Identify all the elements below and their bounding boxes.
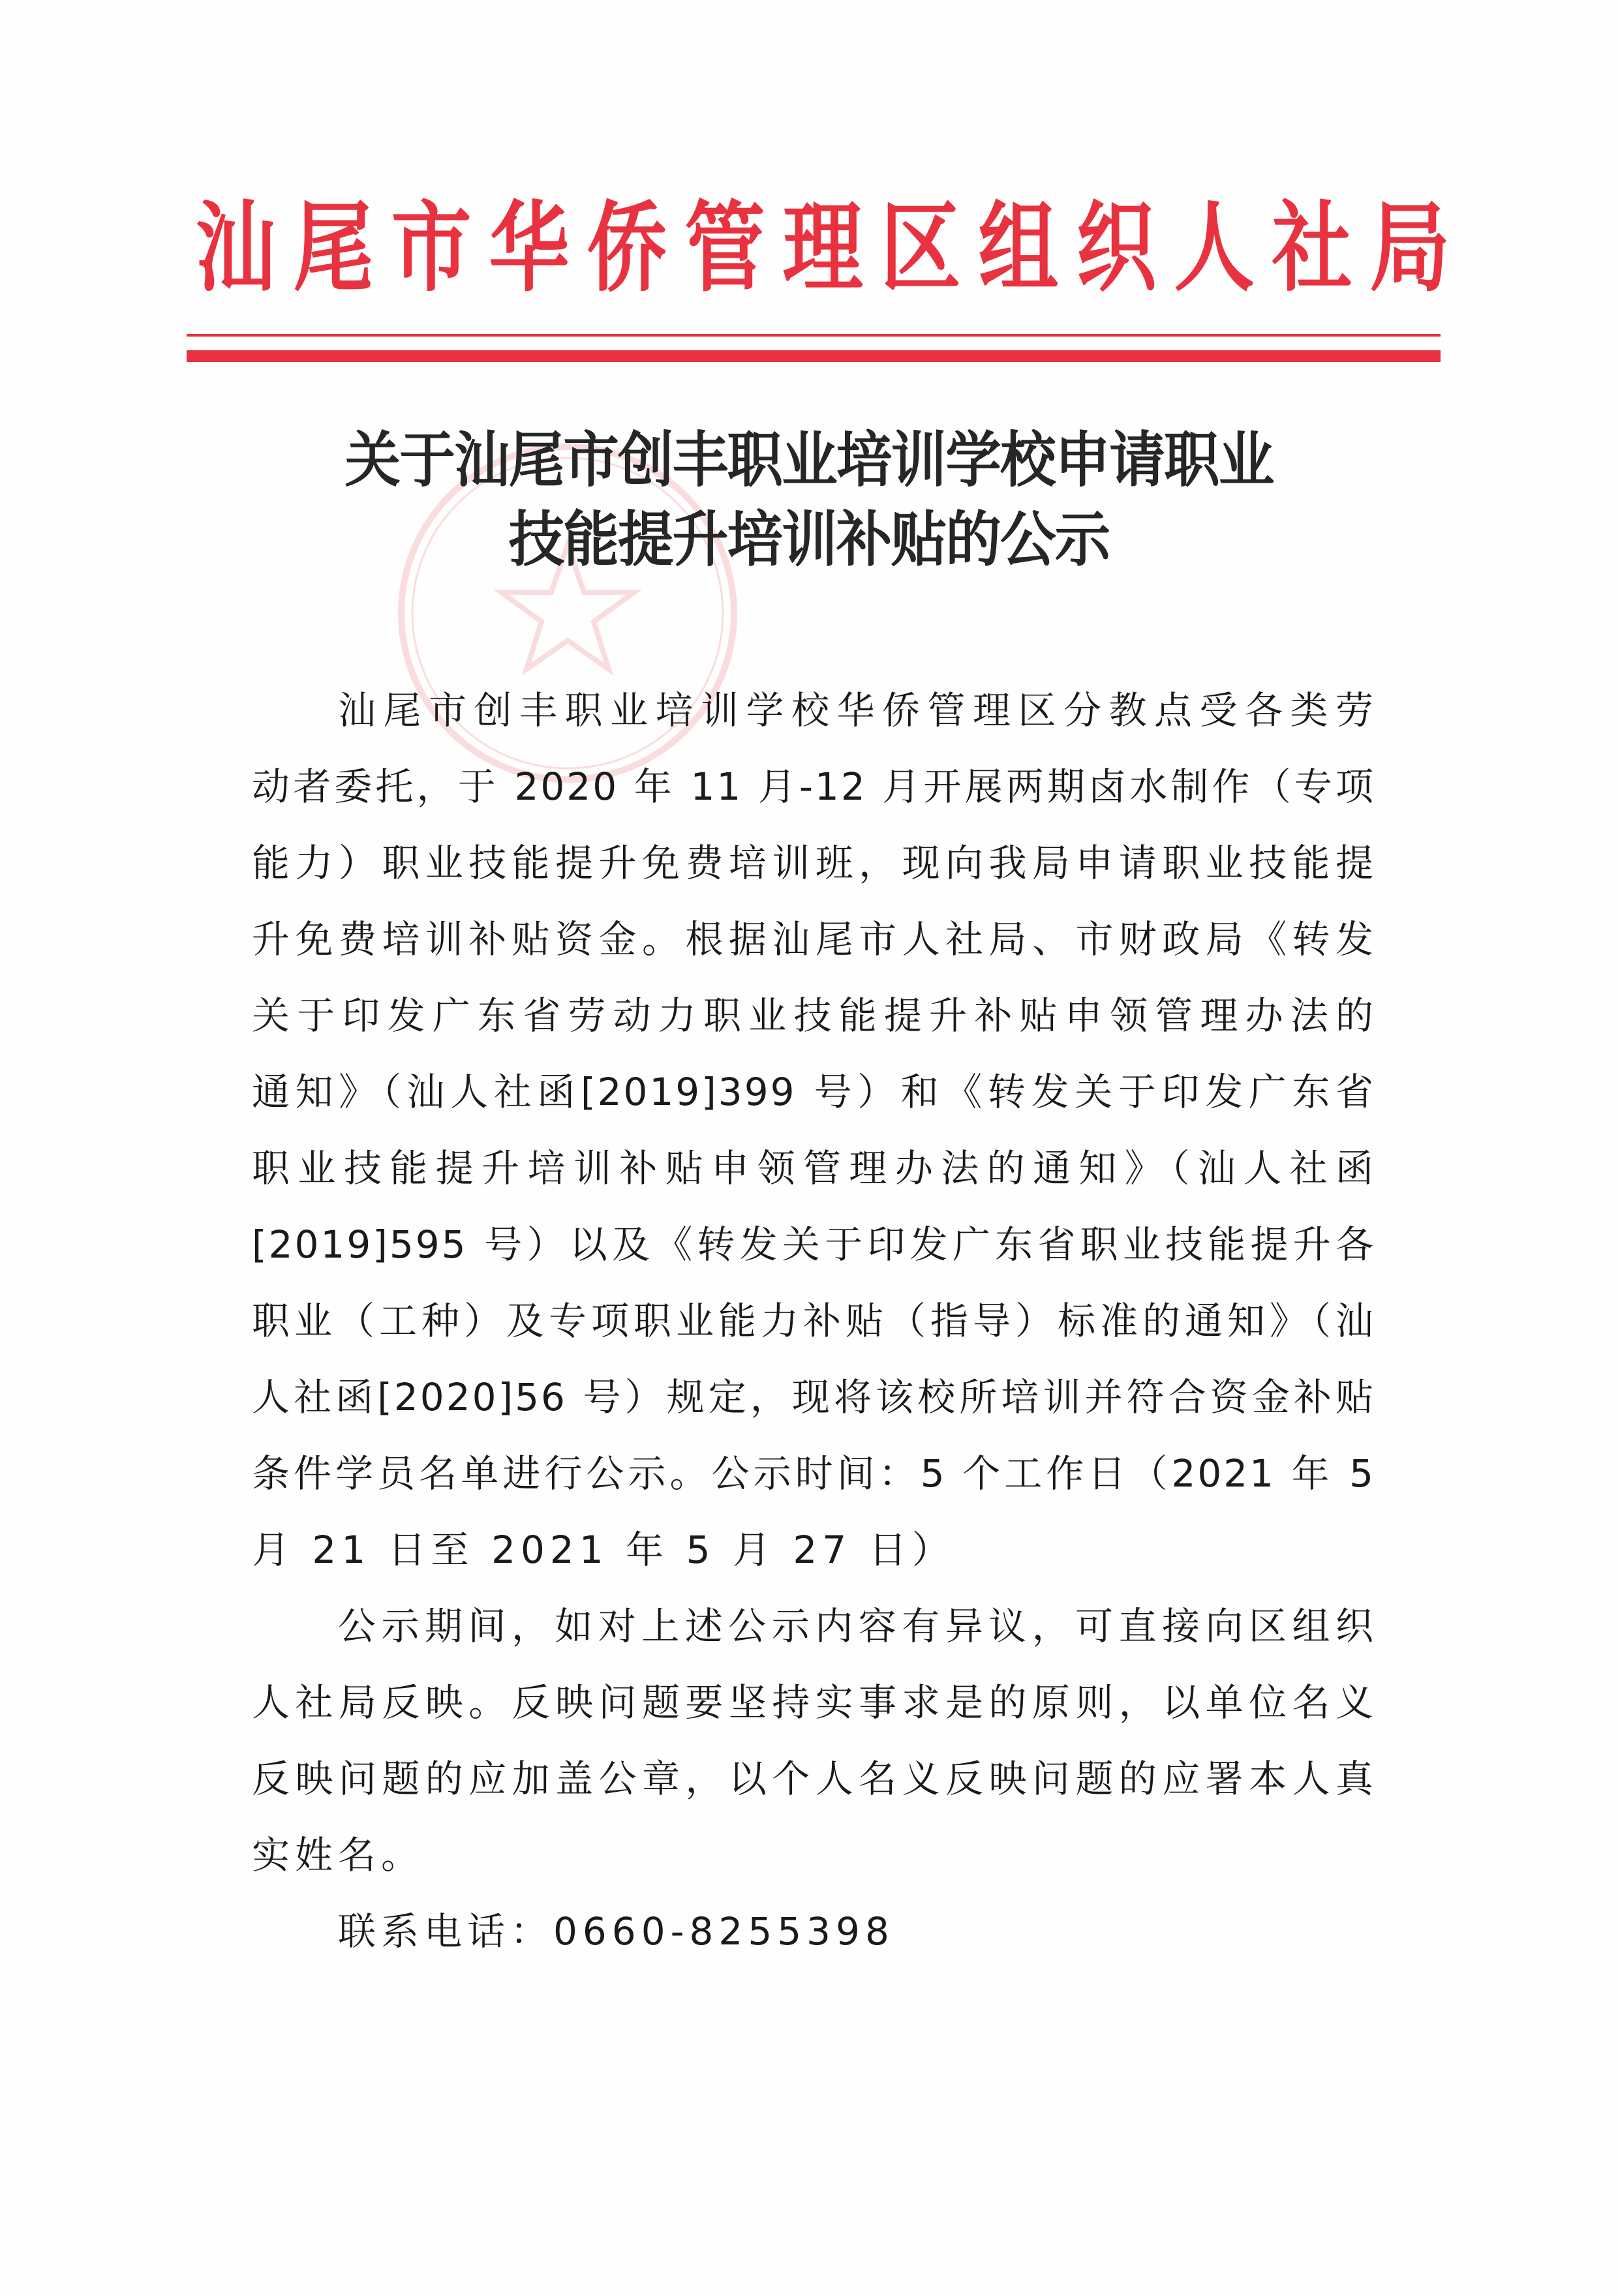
masthead-char: 侨: [587, 190, 667, 305]
masthead-thin-rule: [187, 334, 1441, 337]
body-line: [252, 1282, 1375, 1359]
contact-phone: 联系电话：0660-8255398: [338, 1909, 894, 1954]
body-line-text: [2019]595 号）以及《转发关于印发广东省职业技能提升各: [252, 1222, 1375, 1267]
body-line-text: 职业技能提升培训补贴申领管理办法的通知》（汕人社函: [252, 1145, 1375, 1190]
body-line-text: 反映问题的应加盖公章，以个人名义反映问题的应署本人真: [252, 1756, 1375, 1801]
body-line: [252, 824, 1375, 901]
masthead-char: 组: [978, 190, 1059, 305]
body-line-text: 通知》（汕人社函[2019]399 号）和《转发关于印发广东省: [252, 1069, 1375, 1114]
body-line-text: 公示期间，如对上述公示内容有异议，可直接向区组织: [338, 1603, 1375, 1648]
body-line: [252, 1588, 1375, 1664]
body-line-text: 实姓名。: [252, 1832, 425, 1877]
masthead-char: 华: [489, 190, 570, 305]
masthead-char: 理: [782, 190, 863, 305]
document-title-line-1: [0, 424, 1618, 496]
masthead-char: 人: [1174, 190, 1255, 305]
body-line-text: 月 21 日至 2021 年 5 月 27 日）: [252, 1527, 955, 1572]
masthead-char: 尾: [293, 190, 374, 305]
body-line-text: 职业（工种）及专项职业能力补贴（指导）标准的通知》（汕: [252, 1298, 1375, 1343]
masthead-char: 局: [1369, 190, 1450, 305]
body-line: [252, 1435, 1375, 1511]
body-line: [252, 1053, 1375, 1130]
body-line: [252, 977, 1375, 1053]
body-line: [252, 1511, 1375, 1588]
body-line: [252, 1130, 1375, 1206]
masthead-char: 汕: [195, 190, 276, 305]
body-line: [252, 1206, 1375, 1282]
masthead-title: [187, 189, 1450, 307]
body-line: [252, 748, 1375, 824]
body-line-text: 汕尾市创丰职业培训学校华侨管理区分教点受各类劳: [338, 687, 1375, 733]
body-line-text: 能力）职业技能提升免费培训班，现向我局申请职业技能提: [252, 840, 1375, 885]
masthead-char: 管: [684, 190, 765, 305]
body-line-text: 升免费培训补贴资金。根据汕尾市人社局、市财政局《转发: [252, 916, 1375, 961]
body-line-text: 人社局反映。反映问题要坚持实事求是的原则，以单位名义: [252, 1680, 1375, 1725]
masthead-char: 市: [391, 190, 472, 305]
body-line: [252, 901, 1375, 977]
document-title-line-2: [0, 504, 1618, 575]
document-title-text: 关于汕尾市创丰职业培训学校申请职业: [344, 425, 1274, 495]
body-line: [252, 1740, 1375, 1817]
masthead-char: 区: [880, 190, 961, 305]
body-line: [252, 672, 1375, 748]
document-title-text: 技能提升培训补贴的公示: [508, 504, 1110, 575]
body-line: [252, 1664, 1375, 1740]
body-line-text: 条件学员名单进行公示。公示时间：5 个工作日（2021 年 5: [252, 1451, 1375, 1496]
body-line-text: 关于印发广东省劳动力职业技能提升补贴申领管理办法的: [252, 993, 1375, 1038]
body-line: [252, 1359, 1375, 1435]
contact-line: [252, 1893, 1375, 1969]
body-line-text: 人社函[2020]56 号）规定，现将该校所培训并符合资金补贴: [252, 1374, 1375, 1419]
body-line-text: 动者委托，于 2020 年 11 月-12 月开展两期卤水制作（专项: [252, 764, 1375, 809]
masthead-thick-rule: [187, 350, 1441, 362]
masthead-char: 社: [1272, 190, 1352, 305]
masthead-char: 织: [1076, 190, 1157, 305]
body-line: [252, 1817, 1375, 1893]
